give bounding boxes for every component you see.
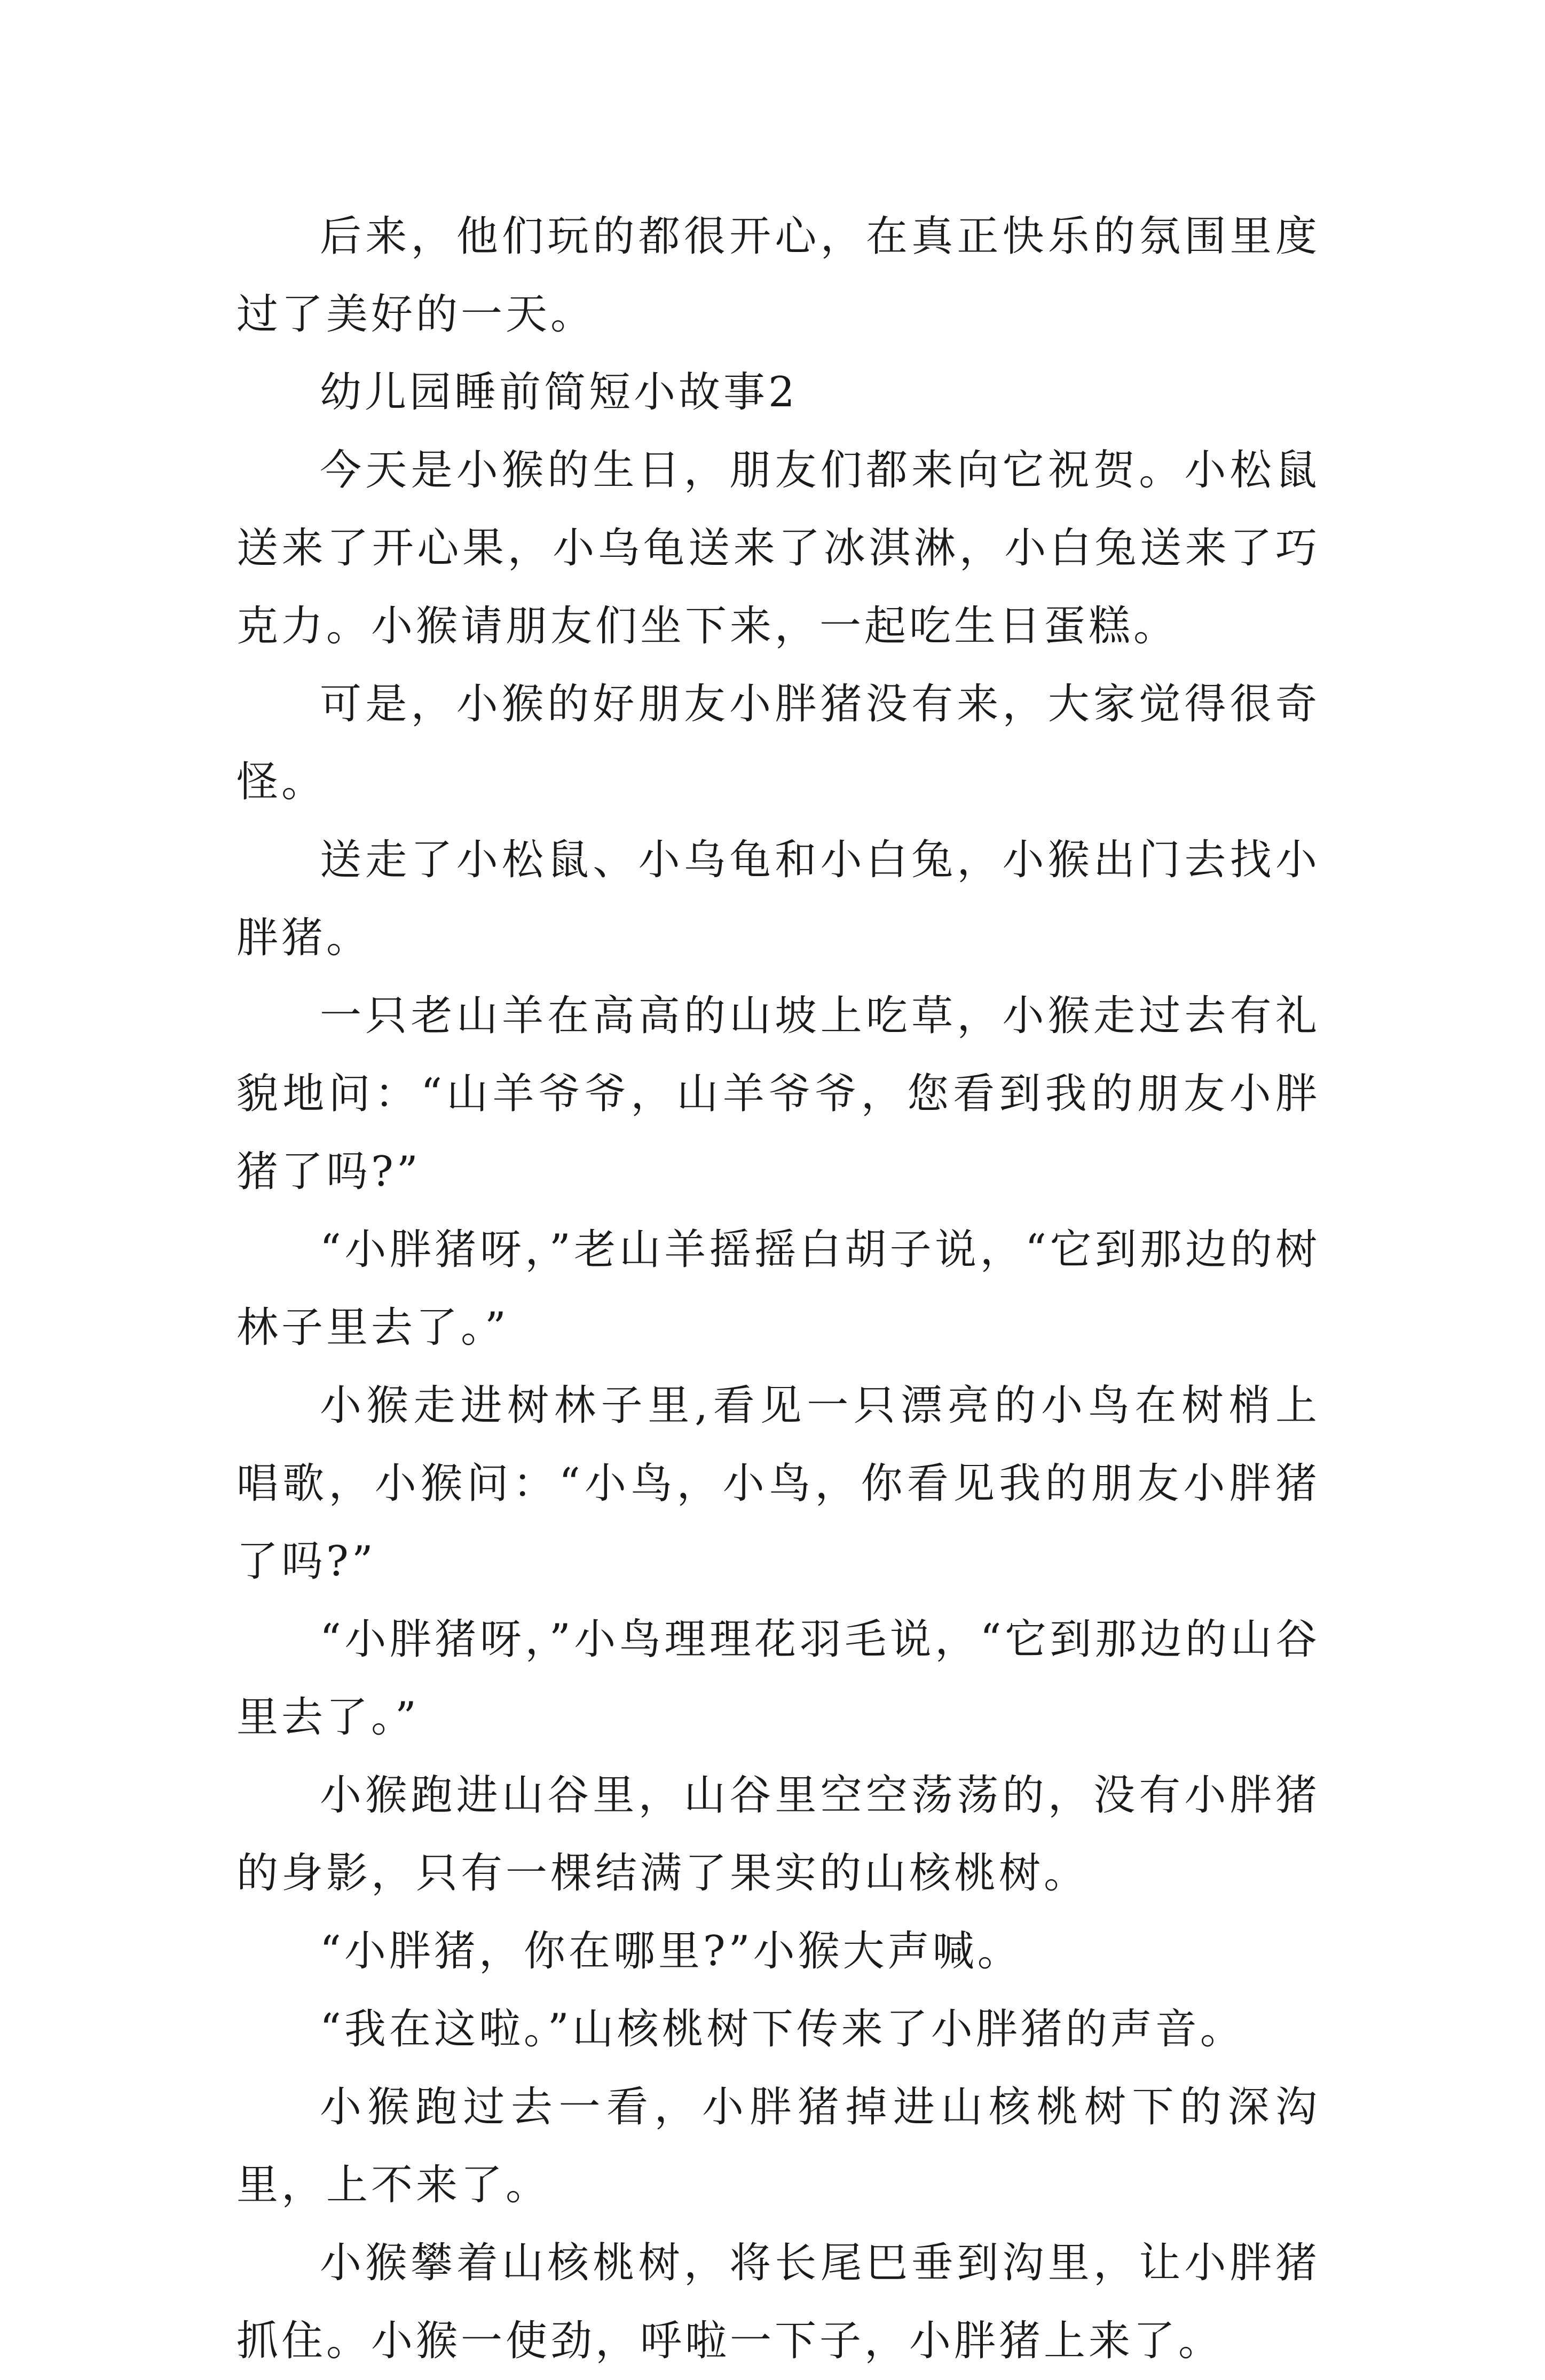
document-page <box>237 198 1320 2380</box>
paragraph-piggy-reply: “我在这啦。”山核桃树下传来了小胖猪的声音。 <box>320 2005 1245 2053</box>
story-title: 幼儿园睡前简短小故事2 <box>320 368 798 416</box>
paragraph-call-out: “小胖猪，你在哪里?”小猴大声喊。 <box>320 1927 1022 1975</box>
paragraph-goat-question: 一只老山羊在高高的山坡上吃草，小猴走过去有礼貌地问：“山羊爷爷，山羊爷爷，您看到我的朋友小胖猪了吗?” <box>237 992 1320 1196</box>
paragraph-search-start: 送走了小松鼠、小乌龟和小白兔，小猴出门去找小胖猪。 <box>237 836 1320 962</box>
paragraph-ditch: 小猴跑过去一看，小胖猪掉进山核桃树下的深沟里，上不来了。 <box>237 2083 1320 2209</box>
paragraph-bird-question: 小猴走进树林子里,看见一只漂亮的小鸟在树梢上唱歌，小猴问：“小鸟，小鸟，你看见我的朋友小胖猪了吗?” <box>237 1382 1320 1586</box>
paragraph-valley: 小猴跑进山谷里，山谷里空空荡荡的，没有小胖猪的身影，只有一棵结满了果实的山核桃树。 <box>237 1771 1320 1897</box>
paragraph-rescue: 小猴攀着山核桃树，将长尾巴垂到沟里，让小胖猪抓住。小猴一使劲，呼啦一下子，小胖猪上来了。 <box>237 2239 1320 2365</box>
paragraph-goat-answer: “小胖猪呀，”老山羊摇摇白胡子说，“它到那边的树林子里去了。” <box>237 1226 1320 1352</box>
paragraph-ending: 后来，他们玩的都很开心，在真正快乐的氛围里度过了美好的一天。 <box>237 212 1320 338</box>
paragraph-bird-answer: “小胖猪呀，”小鸟理理花羽毛说，“它到那边的山谷里去了。” <box>237 1615 1320 1741</box>
paragraph-birthday: 今天是小猴的生日，朋友们都来向它祝贺。小松鼠送来了开心果，小乌龟送来了冰淇淋，小白兔送来了巧克力。小猴请朋友们坐下来，一起吃生日蛋糕。 <box>237 446 1320 650</box>
paragraph-piggy-missing: 可是，小猴的好朋友小胖猪没有来，大家觉得很奇怪。 <box>237 680 1320 806</box>
